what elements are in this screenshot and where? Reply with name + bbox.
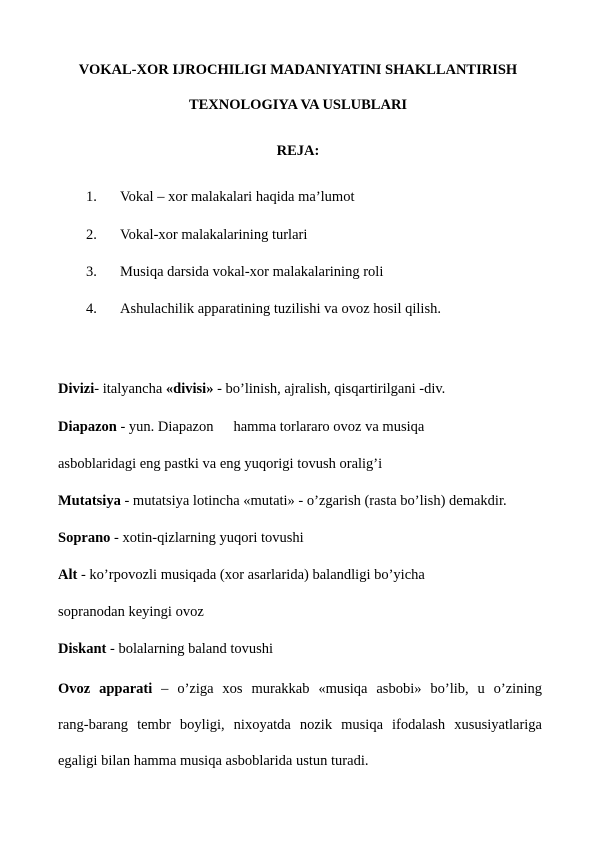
term-text: - bo’linish, ajralish, qisqartirilgani -div. [213, 381, 446, 397]
term-text: - bolalarning baland tovushi [106, 641, 274, 657]
term-label: Diapazon [58, 419, 117, 435]
plan-item [86, 188, 355, 206]
plan-item [86, 300, 441, 318]
term-diapazon-cont: asboblaridagi eng pastki va eng yuqorigi tovush oralig’i [58, 456, 383, 472]
plan-item-number: 4. [86, 301, 97, 317]
plan-item-number: 3. [86, 264, 97, 280]
term-divizi [58, 380, 445, 398]
term-text: - xotin-qizlarning yuqori tovushi [110, 530, 304, 546]
term-ovoz-apparati [58, 680, 542, 698]
term-label: Ovoz apparati [58, 681, 153, 697]
title-line-2: TEXNOLOGIYA VA USLUBLARI [188, 97, 408, 113]
term-alt [58, 566, 425, 584]
plan-item-text: Vokal-xor malakalarining turlari [120, 227, 308, 243]
term-label: Soprano [58, 530, 111, 546]
plan-item-text: Musiqa darsida vokal-xor malakalarining roli [120, 264, 384, 280]
plan-item-number: 1. [86, 189, 97, 205]
term-ovoz-apparati-cont: rang-barang tembr boyligi, nixoyatda nozik musiqa ifodalash xususiyatlariga [58, 717, 542, 733]
term-text: - italyancha [94, 381, 166, 397]
term-label: Divizi [58, 381, 95, 397]
term-quote: «divisi» [165, 381, 214, 397]
term-ovoz-apparati-cont: egaligi bilan hamma musiqa asboblarida ustun turadi. [58, 753, 369, 769]
term-text: hamma torlararo ovoz va musiqa [233, 419, 425, 435]
plan-item-text: Ashulachilik apparatining tuzilishi va ovoz hosil qilish. [120, 301, 441, 317]
term-diapazon [58, 418, 424, 436]
term-mutatsiya [58, 492, 507, 510]
term-text: - ko’rpovozli musiqada (xor asarlarida) balandligi bo’yicha [77, 567, 425, 583]
term-diskant [58, 640, 273, 658]
plan-item-text: Vokal – xor malakalari haqida ma’lumot [120, 189, 355, 205]
term-text: – o’ziga xos murakkab «musiqa asbobi» bo’lib, u o’zining [152, 681, 542, 697]
term-label: Alt [58, 567, 78, 583]
term-label: Diskant [58, 641, 107, 657]
term-text: - yun. Diapazon [116, 419, 214, 435]
plan-item-number: 2. [86, 227, 97, 243]
plan-heading: REJA: [276, 143, 320, 159]
plan-item [86, 226, 307, 244]
term-soprano [58, 529, 304, 547]
title-line-1: VOKAL-XOR IJROCHILIGI MADANIYATINI SHAKLLANTIRISH [78, 62, 518, 78]
term-label: Mutatsiya [58, 493, 121, 509]
term-alt-cont: sopranodan keyingi ovoz [58, 604, 204, 620]
term-text: - mutatsiya lotincha «mutati» - o’zgarish (rasta bo’lish) demakdir. [120, 493, 507, 509]
plan-item [86, 263, 383, 281]
